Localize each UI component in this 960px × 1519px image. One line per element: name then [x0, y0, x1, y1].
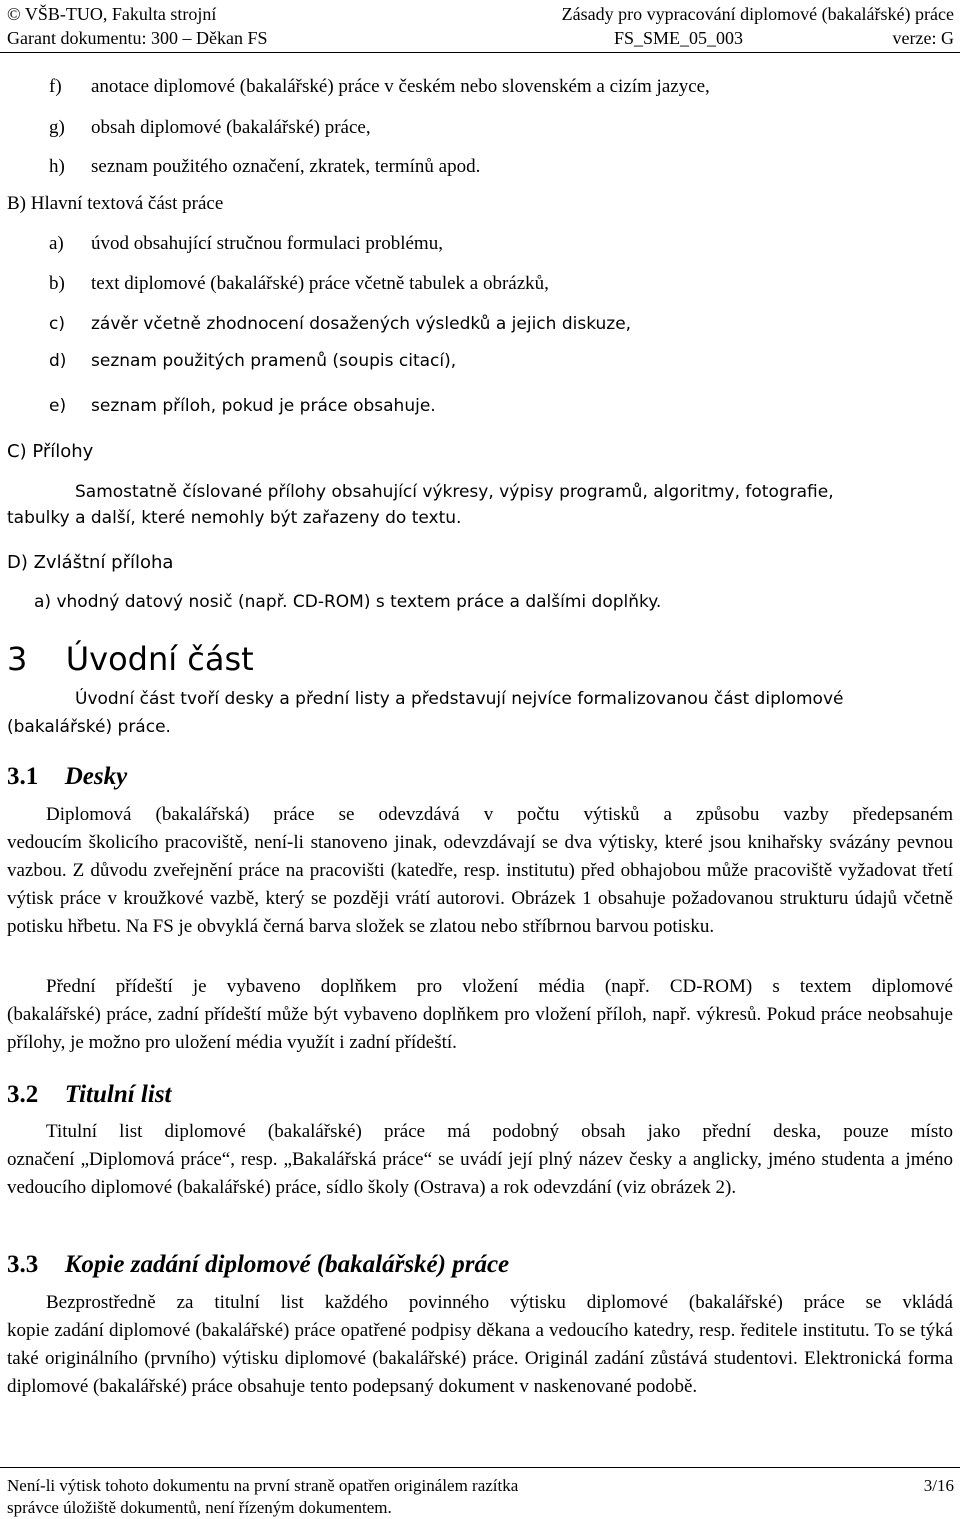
- paragraph-first-line: Bezprostředně za titulní list každého povinného výtisku diplomové (bakalářské) práce se vkládá: [46, 1292, 953, 1313]
- paragraph-rest: (bakalářské) práce, zadní přídeští může být vybaveno doplňkem pro vložení příloh, např. výkresů. Pokud práce neobsahuje přílohy, je možno pro uložení média využít i zadní přídeští.: [7, 1004, 953, 1053]
- page-number: 3/16: [923, 1476, 954, 1495]
- chapter-intro-line2: (bakalářské) práce.: [7, 717, 171, 737]
- header-version: verze: G: [892, 28, 954, 48]
- section-number: 3.2: [7, 1081, 39, 1108]
- paragraph-rest: vedoucím školicího pracoviště, není-li stanoveno jinak, odevzdávají se dva výtisky, které jsou knihařsky svázány pevnou vazbou. Z důvodu zveřejnění práce na pracovišti (katedře, resp. institutu) před obhajobou může pracoviště vyžadovat třetí výtisk práce v kroužkové vazbě, který se později vrátí autorovi. Obrázek 1 obsahuje požadovanou strukturu údajů včetně potisku hřbetu. Na FS je obvyklá černá barva složek se zlatou nebo stříbrnou barvou potisku.: [7, 832, 953, 937]
- paragraph-first-line: Titulní list diplomové (bakalářské) práce má podobný obsah jako přední deska, pouze místo: [46, 1121, 953, 1142]
- list-marker: h): [49, 156, 65, 177]
- list-marker: f): [49, 76, 62, 97]
- section-title: Kopie zadání diplomové (bakalářské) práce: [64, 1251, 510, 1278]
- list-item: text diplomové (bakalářské) práce včetně tabulek a obrázků,: [91, 273, 549, 294]
- list-item: anotace diplomové (bakalářské) práce v českém nebo slovenském a cizím jazyce,: [91, 76, 710, 97]
- list-item: úvod obsahující stručnou formulaci problému,: [91, 233, 443, 254]
- list-item: obsah diplomové (bakalářské) práce,: [91, 117, 371, 138]
- header-document-title: Zásady pro vypracování diplomové (bakalářské) práce: [561, 4, 954, 24]
- paragraph: [7, 1118, 953, 1202]
- paragraph: [7, 1289, 953, 1401]
- paragraph-first-line: Přední přídeští je vybaveno doplňkem pro vložení média (např. CD-ROM) s textem diplomové: [46, 976, 953, 997]
- section-c-text-line2: tabulky a další, které nemohly být zařazeny do textu.: [7, 508, 462, 528]
- header-organization: © VŠB-TUO, Fakulta strojní: [7, 4, 217, 24]
- section-d-item: a) vhodný datový nosič (např. CD-ROM) s textem práce a dalšími doplňky.: [34, 592, 662, 612]
- section-number: 3.1: [7, 763, 39, 790]
- paragraph: [7, 973, 953, 1057]
- header-document-code: FS_SME_05_003: [614, 28, 744, 48]
- paragraph: [7, 801, 953, 941]
- list-item: závěr včetně zhodnocení dosažených výsledků a jejich diskuze,: [91, 314, 632, 334]
- section-heading: [7, 762, 127, 792]
- footer-notice-line2: správce úložiště dokumentů, není řízeným dokumentem.: [7, 1498, 392, 1517]
- footer-notice-line1: Není-li výtisk tohoto dokumentu na první straně opatřen originálem razítka: [7, 1476, 519, 1495]
- section-d-title: D) Zvláštní příloha: [7, 552, 174, 573]
- section-title: Titulní list: [64, 1081, 172, 1108]
- list-marker: e): [49, 396, 67, 416]
- list-marker: d): [49, 351, 67, 371]
- footer-divider: [0, 1467, 960, 1468]
- list-marker: b): [49, 273, 65, 294]
- section-title: Desky: [64, 763, 128, 790]
- chapter-title: Úvodní část: [65, 640, 254, 678]
- list-marker: g): [49, 117, 65, 138]
- header-guarantor: Garant dokumentu: 300 – Děkan FS: [7, 28, 268, 48]
- section-heading: [7, 1250, 509, 1280]
- list-item: seznam použitého označení, zkratek, termínů apod.: [91, 156, 481, 177]
- paragraph-rest: označení „Diplomová práce“, resp. „Bakalářská práce“ se uvádí její plný název česky a anglicky, jméno studenta a jméno vedoucího diplomové (bakalářské) práce, sídlo školy (Ostrava) a rok odevzdání (viz obrázek 2).: [7, 1149, 953, 1198]
- list-item: seznam použitých pramenů (soupis citací),: [91, 351, 457, 371]
- paragraph-first-line: Diplomová (bakalářská) práce se odevzdává v počtu výtisků a způsobu vazby předepsaném: [46, 804, 953, 825]
- chapter-intro-line1: Úvodní část tvoří desky a přední listy a představují nejvíce formalizovanou část diplomové: [75, 689, 844, 709]
- section-b-title: B) Hlavní textová část práce: [7, 193, 224, 214]
- list-item: seznam příloh, pokud je práce obsahuje.: [91, 396, 436, 416]
- chapter-number: 3: [7, 640, 28, 678]
- header-divider: [0, 52, 960, 53]
- section-c-text-line1: Samostatně číslované přílohy obsahující výkresy, výpisy programů, algoritmy, fotografie,: [75, 482, 834, 502]
- list-marker: a): [49, 233, 64, 254]
- section-c-title: C) Přílohy: [7, 441, 94, 462]
- list-marker: c): [49, 314, 65, 334]
- chapter-heading: [7, 641, 254, 677]
- section-heading: [7, 1080, 172, 1110]
- section-number: 3.3: [7, 1251, 39, 1278]
- paragraph-rest: kopie zadání diplomové (bakalářské) práce opatřené podpisy děkana a vedoucího katedry, resp. ředitele institutu. To se týká také originálního (prvního) výtisku diplomové (bakalářské) práce. Originál zadání zůstává studentovi. Elektronická forma diplomové (bakalářské) práce obsahuje tento podepsaný dokument v naskenované podobě.: [7, 1320, 953, 1397]
